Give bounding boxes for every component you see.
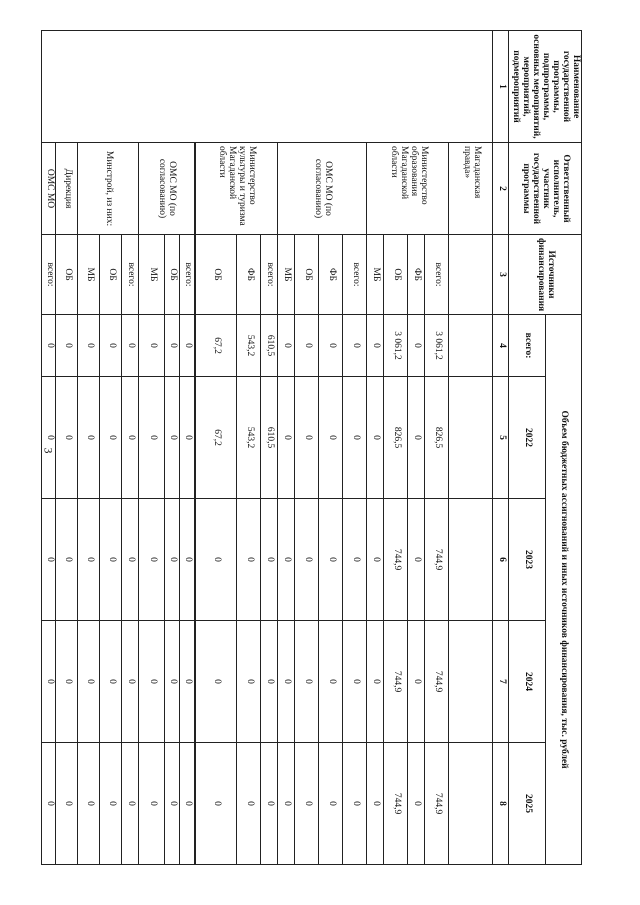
value-cell: 0 xyxy=(139,499,165,621)
column-numbers-row xyxy=(493,31,509,865)
source-cell: всего: xyxy=(343,235,367,315)
value-cell: 0 xyxy=(78,499,100,621)
value-cell: 0 xyxy=(139,377,165,499)
value-cell: 0 xyxy=(165,499,180,621)
header-year-2025: 2025 xyxy=(509,743,545,865)
value-cell: 0 xyxy=(278,499,295,621)
value-cell: 0 xyxy=(319,315,343,377)
value-cell: 0 xyxy=(367,377,384,499)
value-cell: 610,5 xyxy=(261,377,278,499)
value-cell: 744,9 xyxy=(384,499,408,621)
column-number: 3 xyxy=(493,235,509,315)
value-cell: 67,2 xyxy=(195,377,237,499)
header-name: Наименование государственной программы, подпрограммы, основных мероприятий, мероприятий, подмероприятий xyxy=(509,31,582,143)
value-cell: 744,9 xyxy=(384,743,408,865)
executor-cell: ОМС МО xyxy=(42,143,56,235)
column-number: 4 xyxy=(493,315,509,377)
value-cell: 0 xyxy=(139,743,165,865)
source-cell: МБ xyxy=(78,235,100,315)
source-cell: ОБ xyxy=(384,235,408,315)
source-cell: всего: xyxy=(180,235,195,315)
source-cell: всего: xyxy=(122,235,139,315)
value-cell: 0 xyxy=(165,315,180,377)
value-cell: 0 xyxy=(343,621,367,743)
value-cell: 67,2 xyxy=(195,315,237,377)
value-cell: 744,9 xyxy=(425,499,449,621)
program-name-cell xyxy=(42,31,493,143)
value-cell: 0 xyxy=(42,315,56,377)
column-number: 6 xyxy=(493,499,509,621)
executor-cell: ОМС МО (по согласованию) xyxy=(278,143,367,235)
value-cell: 0 xyxy=(408,315,425,377)
value-cell xyxy=(449,377,493,499)
value-cell: 0 xyxy=(42,499,56,621)
value-cell: 0 xyxy=(165,743,180,865)
executor-cell: Магаданская правда» xyxy=(449,143,493,235)
column-number: 7 xyxy=(493,621,509,743)
value-cell: 826,5 xyxy=(425,377,449,499)
source-cell: МБ xyxy=(367,235,384,315)
value-cell: 0 xyxy=(295,315,319,377)
source-cell: ОБ xyxy=(295,235,319,315)
value-cell: 0 xyxy=(408,377,425,499)
source-cell: МБ xyxy=(139,235,165,315)
table-row xyxy=(42,31,56,865)
column-number: 8 xyxy=(493,743,509,865)
value-cell: 0 xyxy=(295,743,319,865)
value-cell: 3 061,2 xyxy=(425,315,449,377)
value-cell: 0 xyxy=(367,315,384,377)
value-cell: 0 xyxy=(195,743,237,865)
value-cell: 0 xyxy=(56,377,78,499)
value-cell: 0 xyxy=(295,377,319,499)
source-cell: ФБ xyxy=(319,235,343,315)
rotated-table-container xyxy=(44,30,582,864)
source-cell: МБ xyxy=(278,235,295,315)
value-cell xyxy=(449,743,493,865)
value-cell: 0 xyxy=(408,499,425,621)
value-cell: 0 xyxy=(100,315,122,377)
value-cell: 0 xyxy=(367,499,384,621)
value-cell: 0 xyxy=(180,377,195,499)
value-cell: 0 xyxy=(56,499,78,621)
table-row xyxy=(425,31,449,865)
source-cell: всего: xyxy=(42,235,56,315)
value-cell: 0 xyxy=(261,743,278,865)
table-row xyxy=(180,31,195,865)
value-cell: 0 xyxy=(180,315,195,377)
value-cell xyxy=(449,621,493,743)
value-cell: 543,2 xyxy=(237,315,261,377)
value-cell: 0 xyxy=(237,743,261,865)
value-cell: 0 xyxy=(165,377,180,499)
source-cell: ОБ xyxy=(100,235,122,315)
value-cell: 0 xyxy=(343,377,367,499)
header-executor: Ответственный исполнитель, участник государственной программы xyxy=(509,143,582,235)
value-cell: 0 xyxy=(180,499,195,621)
value-cell: 0 xyxy=(78,743,100,865)
source-cell: всего: xyxy=(261,235,278,315)
value-cell: 0 xyxy=(295,499,319,621)
value-cell: 0 xyxy=(100,499,122,621)
column-number: 5 xyxy=(493,377,509,499)
budget-table xyxy=(41,30,582,865)
page-number: 3 xyxy=(41,447,56,454)
value-cell: 0 xyxy=(261,499,278,621)
column-number: 1 xyxy=(493,31,509,143)
value-cell xyxy=(449,499,493,621)
value-cell xyxy=(449,315,493,377)
value-cell: 0 xyxy=(56,315,78,377)
value-cell: 0 xyxy=(295,621,319,743)
value-cell: 0 xyxy=(367,743,384,865)
value-cell: 0 xyxy=(367,621,384,743)
value-cell: 0 xyxy=(78,621,100,743)
value-cell: 0 xyxy=(180,743,195,865)
source-cell: ОБ xyxy=(195,235,237,315)
table-row xyxy=(261,31,278,865)
value-cell: 0 xyxy=(408,621,425,743)
header-total: всего: xyxy=(509,315,545,377)
value-cell: 0 xyxy=(78,315,100,377)
value-cell: 0 xyxy=(165,621,180,743)
value-cell: 0 xyxy=(100,743,122,865)
header-sources: Источники финансирования xyxy=(509,235,582,315)
value-cell: 0 xyxy=(56,743,78,865)
value-cell: 0 xyxy=(343,315,367,377)
value-cell: 0 xyxy=(122,315,139,377)
value-cell: 0 xyxy=(122,743,139,865)
source-cell: ФБ xyxy=(237,235,261,315)
value-cell: 744,9 xyxy=(425,743,449,865)
value-cell: 826,5 xyxy=(384,377,408,499)
value-cell: 0 xyxy=(42,743,56,865)
value-cell: 0 xyxy=(319,499,343,621)
executor-cell: ОМС МО (по согласованию) xyxy=(139,143,195,235)
value-cell: 3 061,2 xyxy=(384,315,408,377)
executor-cell: Минстрой, из них: xyxy=(78,143,139,235)
header-volume: Объем бюджетных ассигнований и иных источников финансирования, тыс. рублей xyxy=(545,315,581,865)
header-year-2023: 2023 xyxy=(509,499,545,621)
value-cell: 0 xyxy=(56,621,78,743)
table-row xyxy=(449,31,493,865)
value-cell: 0 xyxy=(100,621,122,743)
header-year-2024: 2024 xyxy=(509,621,545,743)
value-cell: 0 xyxy=(278,315,295,377)
value-cell: 610,5 xyxy=(261,315,278,377)
source-cell: ОБ xyxy=(165,235,180,315)
value-cell: 0 xyxy=(195,621,237,743)
executor-cell: Министерство культуры и туризма Магаданской области xyxy=(195,143,278,235)
executor-cell: Министерство образования Магаданской области xyxy=(367,143,449,235)
executor-cell: Дирекция xyxy=(56,143,78,235)
value-cell: 0 xyxy=(122,499,139,621)
value-cell: 0 xyxy=(42,621,56,743)
table-row xyxy=(56,31,78,865)
value-cell: 0 xyxy=(122,377,139,499)
value-cell: 0 xyxy=(237,499,261,621)
value-cell: 0 xyxy=(408,743,425,865)
value-cell: 0 xyxy=(278,377,295,499)
source-cell: ОБ xyxy=(56,235,78,315)
value-cell: 744,9 xyxy=(384,621,408,743)
value-cell: 0 xyxy=(180,621,195,743)
value-cell: 0 xyxy=(195,499,237,621)
value-cell: 0 xyxy=(237,621,261,743)
header-year-2022: 2022 xyxy=(509,377,545,499)
source-cell xyxy=(449,235,493,315)
source-cell: ФБ xyxy=(408,235,425,315)
value-cell: 0 xyxy=(343,499,367,621)
table-frame xyxy=(44,30,582,864)
value-cell: 543,2 xyxy=(237,377,261,499)
value-cell: 0 xyxy=(42,377,56,499)
source-cell: всего: xyxy=(425,235,449,315)
table-row xyxy=(343,31,367,865)
value-cell: 0 xyxy=(139,315,165,377)
value-cell: 0 xyxy=(343,743,367,865)
value-cell: 0 xyxy=(122,621,139,743)
value-cell: 0 xyxy=(278,743,295,865)
value-cell: 744,9 xyxy=(425,621,449,743)
table-row xyxy=(122,31,139,865)
value-cell: 0 xyxy=(319,743,343,865)
column-number: 2 xyxy=(493,143,509,235)
value-cell: 0 xyxy=(278,621,295,743)
value-cell: 0 xyxy=(319,377,343,499)
value-cell: 0 xyxy=(261,621,278,743)
value-cell: 0 xyxy=(319,621,343,743)
value-cell: 0 xyxy=(78,377,100,499)
value-cell: 0 xyxy=(139,621,165,743)
value-cell: 0 xyxy=(100,377,122,499)
